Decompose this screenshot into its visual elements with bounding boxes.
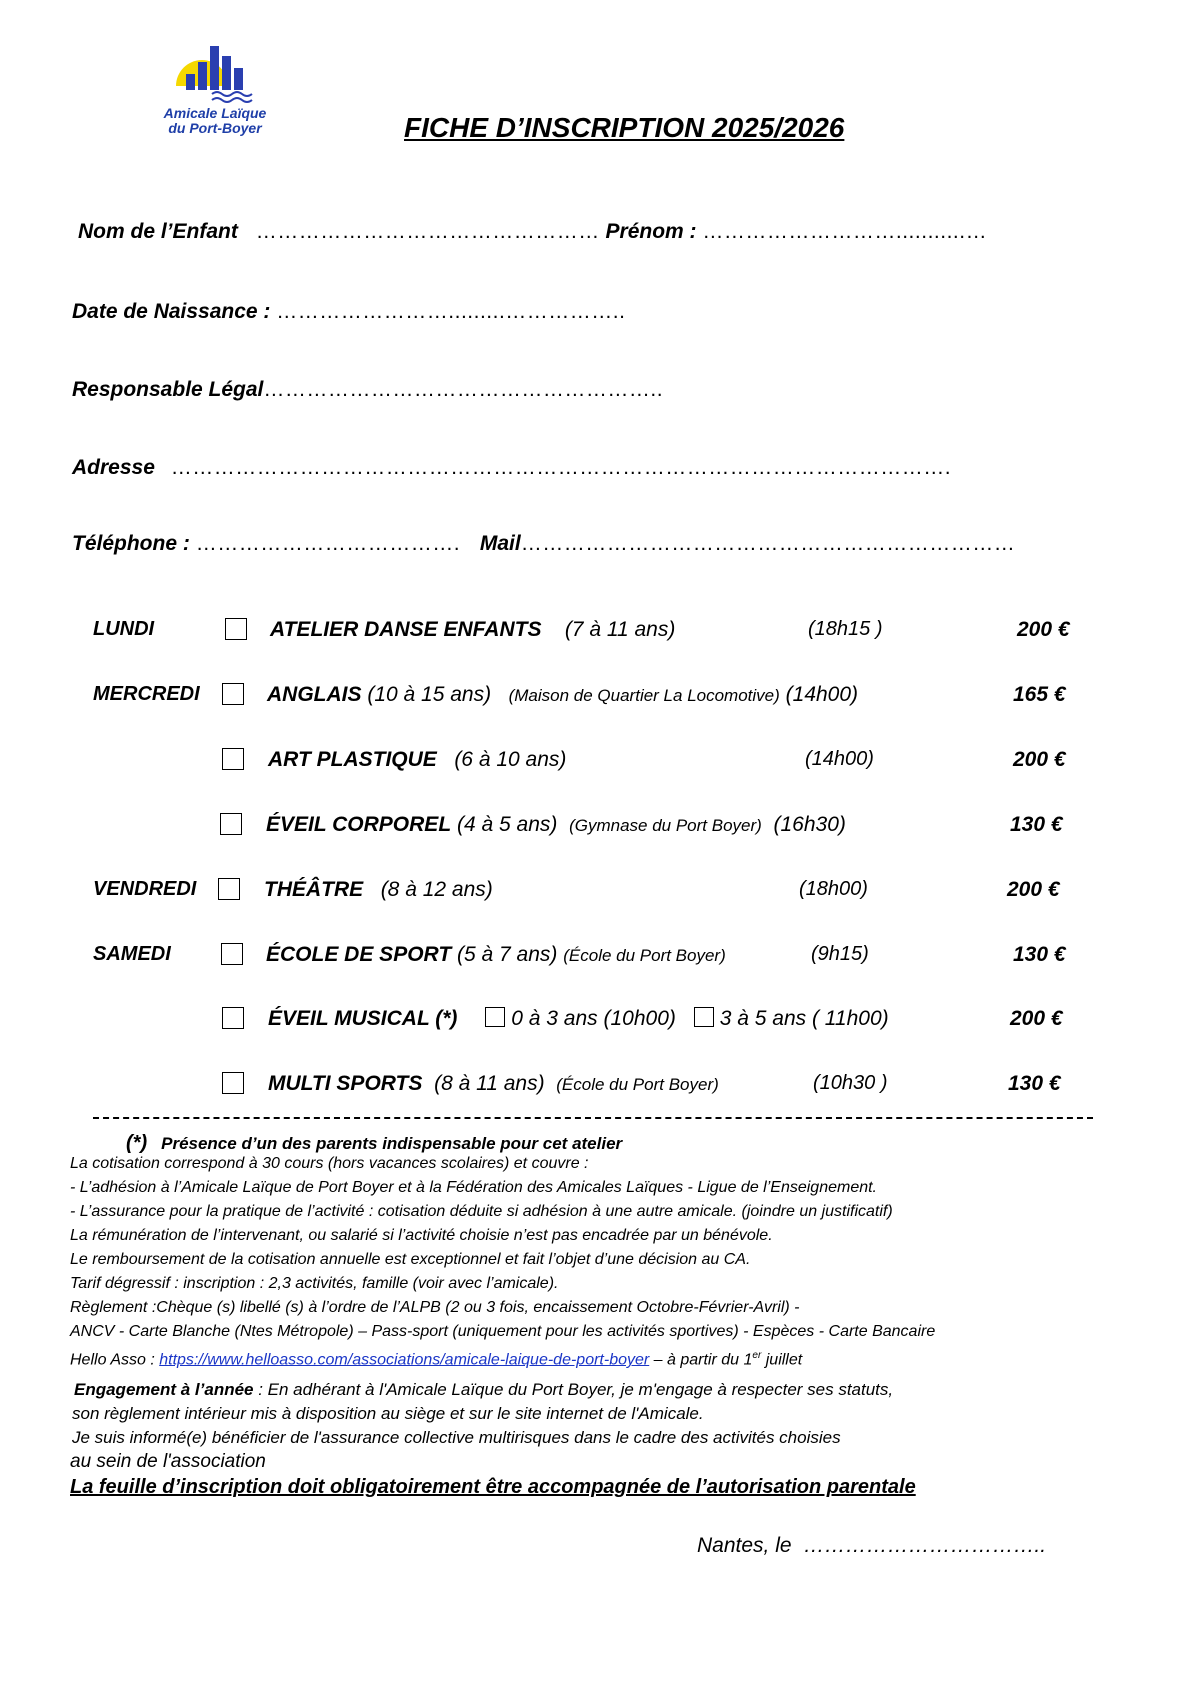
engagement-line-4: au sein de l'association [70,1451,266,1472]
activity-time: (9h15) [811,943,869,965]
activity-row [0,742,1192,782]
activity-title: ÉCOLE DE SPORT [266,943,452,966]
activity-row [0,1001,1192,1041]
signature[interactable] [697,1534,1046,1558]
helloasso-line [70,1344,935,1372]
telephone-label: Téléphone : [72,532,190,555]
activity-age: (5 à 7 ans) [457,943,558,966]
activity-place: (École du Port Boyer) [556,1075,719,1094]
field-responsable[interactable] [72,378,663,402]
activity-title: ANGLAIS [267,683,362,706]
info-line: La cotisation correspond à 30 cours (hors vacances scolaires) et couvre : [70,1155,589,1172]
info-line: Règlement :Chèque (s) libellé (s) à l’ordre de l’ALPB (2 ou 3 fois, encaissement Octobre-Février-Avril) - [70,1299,800,1316]
nom-label: Nom de l’Enfant [78,220,238,243]
activity-title: ART PLASTIQUE [268,748,437,771]
activity-checkbox[interactable] [222,1072,244,1094]
responsable-label: Responsable Légal [72,378,264,401]
activity-place: (Maison de Quartier La Locomotive) [508,686,780,705]
engagement-line-2: son règlement intérieur mis à disposition au siège et sur le site internet de l'Amicale. [72,1404,704,1423]
info-line: ANCV - Carte Blanche (Ntes Métropole) – Pass-sport (uniquement pour les activités sportives) - Espèces - Carte Bancaire [70,1323,936,1340]
day-label: MERCREDI [93,683,200,705]
activity-row [0,807,1192,847]
activity-name [268,748,566,772]
page-title: FICHE D’INSCRIPTION 2025/2026 [404,112,845,143]
activity-age: (10 à 15 ans) [367,683,492,706]
telephone-input[interactable]: ………………………………. [195,532,461,555]
option-checkbox[interactable] [485,1007,505,1027]
prenom-input[interactable]: ………………………...........… [702,220,988,243]
activity-name [268,1072,719,1096]
activity-time: (10h30 ) [813,1072,888,1094]
activity-name [266,813,846,837]
logo-text [150,106,280,136]
activity-title: THÉÂTRE [264,878,364,901]
responsable-input[interactable]: ……………………………………………….. [263,378,664,401]
info-line: Tarif dégressif : inscription : 2,3 activités, famille (voir avec l’amicale). [70,1275,559,1292]
info-line: - L’adhésion à l’Amicale Laïque de Port Boyer et à la Fédération des Amicales Laïques - Ligue de l’Enseignement. [70,1179,877,1196]
activity-row [0,677,1192,717]
activity-price: 130 € [1008,1072,1061,1095]
logo-line2: du Port-Boyer [168,120,262,136]
activity-checkbox[interactable] [222,748,244,770]
helloasso-suffix: – à partir du 1 [649,1351,753,1369]
naissance-label: Date de Naissance : [72,300,271,323]
engagement-label: Engagement à l’année [74,1380,254,1399]
logo [150,44,280,140]
day-label: LUNDI [93,618,155,640]
signature-input[interactable]: …………………………….. [803,1534,1047,1557]
signature-label: Nantes, le [697,1534,792,1557]
activity-title: ATELIER DANSE ENFANTS [270,618,542,641]
note-text: Présence d’un des parents indispensable pour cet atelier [161,1134,623,1153]
engagement-line-3: Je suis informé(e) bénéficier de l'assurance collective multirisques dans le cadre des activités choisies [72,1428,841,1447]
activity-row [0,872,1192,912]
activity-time: (16h30) [773,813,846,836]
mail-label: Mail [479,532,521,555]
activity-time: (18h00) [799,878,868,900]
activity-price: 130 € [1013,943,1066,966]
activity-title: ÉVEIL CORPOREL [266,813,452,836]
engagement-block [70,1378,893,1474]
option-checkbox[interactable] [694,1007,714,1027]
helloasso-suffix-end: juillet [761,1351,803,1369]
activity-age: (7 à 11 ans) [564,618,676,641]
logo-line1: Amicale Laïque [163,105,267,121]
activity-name [270,618,675,642]
day-label: SAMEDI [93,943,171,965]
activity-row [0,1066,1192,1106]
info-line: La rémunération de l’intervenant, ou salarié si l’activité choisie n’est pas encadrée par un bénévole. [70,1227,773,1244]
activity-title: MULTI SPORTS [268,1072,423,1095]
activity-price: 165 € [1013,683,1066,706]
activity-price: 200 € [1010,1007,1063,1030]
activity-option: 0 à 3 ans (10h00) [511,1007,676,1030]
nom-input[interactable]: ………………………………………… [255,220,600,243]
activity-name [268,1007,889,1031]
helloasso-link[interactable]: https://www.helloasso.com/associations/amicale-laique-de-port-boyer [159,1351,650,1369]
activity-row [0,937,1192,977]
activity-checkbox[interactable] [225,618,247,640]
adresse-label: Adresse [72,456,155,479]
naissance-input[interactable]: …………………….........…………….. [276,300,626,323]
field-nom[interactable] [78,220,987,244]
activity-checkbox[interactable] [221,943,243,965]
field-telephone-mail[interactable] [72,532,1015,556]
info-block [70,1152,935,1372]
adresse-input[interactable]: ………………………………………………………………………………………………. [170,456,952,479]
activity-option: 3 à 5 ans ( 11h00) [719,1007,889,1030]
note-asterisk: (*) [126,1132,148,1154]
warning-text: La feuille d’inscription doit obligatoirement être accompagnée de l’autorisation parentale [70,1476,916,1498]
activity-time: (18h15 ) [808,618,883,640]
activity-row [0,612,1192,652]
activity-name [267,683,858,707]
activity-price: 200 € [1017,618,1070,641]
activity-time: (14h00) [805,748,874,770]
info-line: Le remboursement de la cotisation annuelle est exceptionnel et fait l’objet d’une décision au CA. [70,1251,751,1268]
prenom-label: Prénom : [605,220,697,243]
helloasso-prefix: Hello Asso : [70,1351,160,1369]
logo-graphic [172,44,262,106]
activity-name [266,943,726,967]
day-label: VENDREDI [93,878,197,900]
field-naissance[interactable] [72,300,625,324]
activity-price: 200 € [1013,748,1066,771]
activity-place: (École du Port Boyer) [563,946,726,965]
activity-age: (8 à 11 ans) [434,1072,545,1095]
activity-age: (6 à 10 ans) [454,748,567,771]
activity-checkbox[interactable] [222,683,244,705]
activity-age: (8 à 12 ans) [380,878,493,901]
activity-title: ÉVEIL MUSICAL (*) [268,1007,458,1030]
activity-time: (14h00) [785,683,859,706]
helloasso-sup: er [752,1350,762,1361]
activity-price: 130 € [1010,813,1063,836]
activity-price: 200 € [1007,878,1060,901]
activity-checkbox[interactable] [218,878,240,900]
engagement-line-1 [70,1378,893,1402]
activity-age: (4 à 5 ans) [457,813,558,836]
separator [93,1117,1093,1119]
activity-place: (Gymnase du Port Boyer) [569,816,762,835]
engagement-text: : En adhérant à l'Amicale Laïque du Port Boyer, je m'engage à respecter ses statuts, [253,1380,894,1399]
activity-checkbox[interactable] [222,1007,244,1029]
mail-input[interactable]: …………………………………………………………… [520,532,1016,555]
activity-checkbox[interactable] [220,813,242,835]
info-line: - L’assurance pour la pratique de l’activité : cotisation déduite si adhésion à une autre amicale. (joindre un justificatif) [70,1203,893,1220]
field-adresse[interactable] [72,456,951,480]
activity-name [264,878,493,902]
